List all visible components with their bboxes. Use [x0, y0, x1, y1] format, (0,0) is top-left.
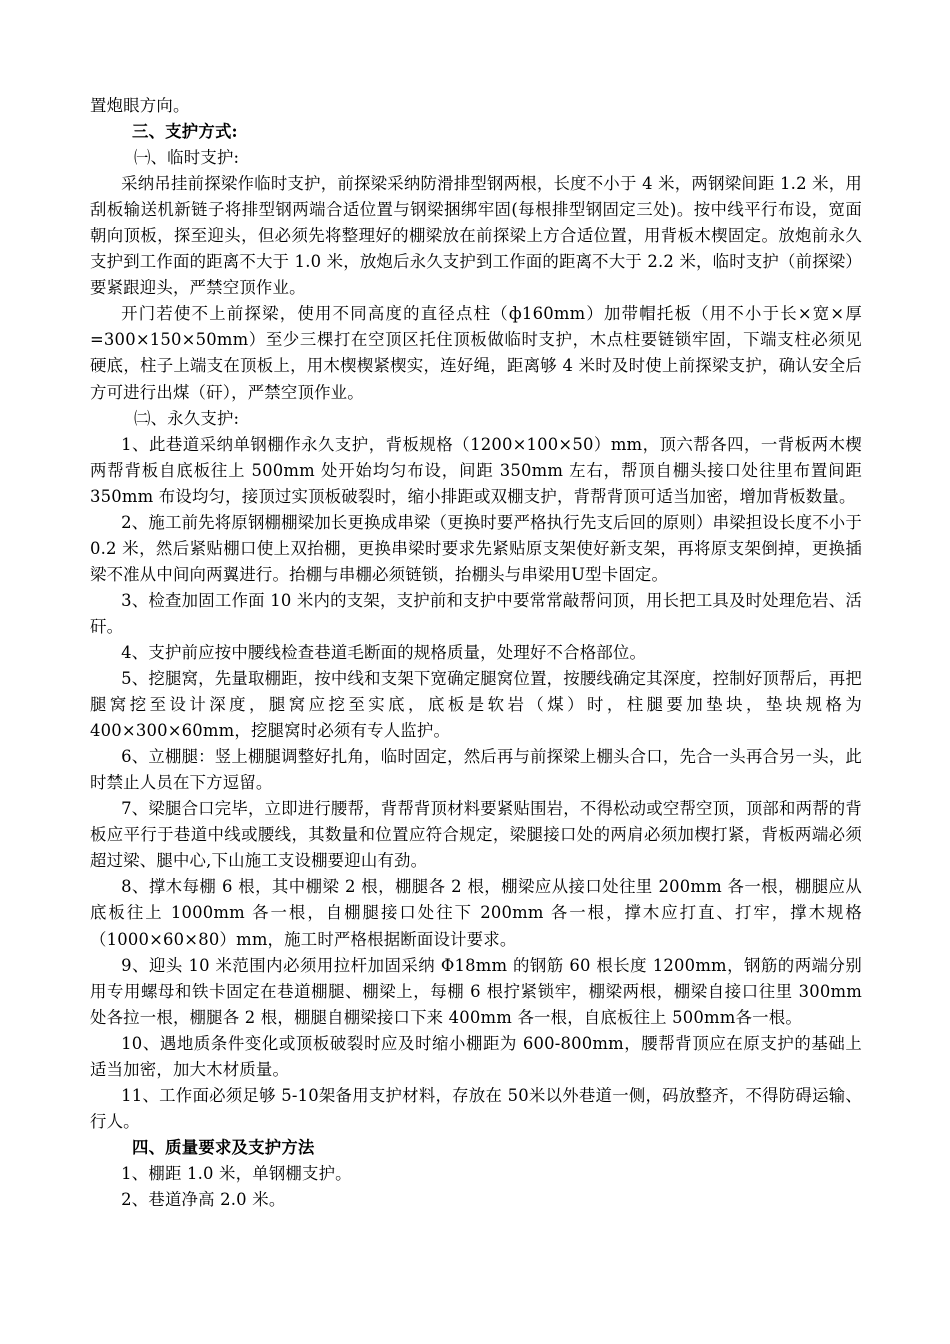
- section-heading-quality: 四、质量要求及支护方法: [132, 1137, 315, 1157]
- subheading-temporary-support: ㈠、临时支护:: [134, 148, 240, 168]
- section-heading-support-method: 三、支护方式:: [132, 122, 238, 142]
- subheading-permanent-support: ㈡、永久支护:: [134, 408, 240, 428]
- paragraph-item-7: 7、梁腿合口完毕，立即进行腰帮，背帮背顶材料要紧贴围岩，不得松动或空帮空顶，顶部和两帮的背板应平行于巷道中线或腰线，其数量和位置应符合规定，梁腿接口处的两肩必须加楔打紧，背板两端必须超过梁、腿中心,下山施工支设棚要迎山有劲。: [90, 799, 862, 871]
- paragraph-quality-1: 1、棚距 1.0 米，单钢棚支护。: [121, 1163, 352, 1183]
- paragraph-item-10: 10、遇地质条件变化或顶板破裂时应及时缩小棚距为 600-800mm，腰帮背顶应在原支护的基础上适当加密，加大木材质量。: [90, 1033, 862, 1079]
- paragraph-continuation: 置炮眼方向。: [90, 96, 190, 115]
- paragraph-item-11: 11、工作面必须足够 5-10架备用支护材料，存放在 50米以外巷道一侧，码放整齐，不得防碍运输、行人。: [90, 1085, 862, 1131]
- paragraph-item-6: 6、立棚腿：竖上棚腿调整好扎角，临时固定，然后再与前探梁上棚头合口，先合一头再合另一头，此时禁止人员在下方逗留。: [90, 747, 862, 793]
- paragraph-item-4: 4、支护前应按中腰线检查巷道毛断面的规格质量，处理好不合格部位。: [121, 642, 647, 662]
- paragraph-item-2: 2、施工前先将原钢棚棚梁加长更换成串梁（更换时要严格执行先支后回的原则）串梁担设长度不小于 0.2 米，然后紧贴棚口使上双抬棚，更换串梁时要求先紧贴原支架使好新支架，再将原支架倒掉，更换插梁不准从中间向两翼进行。抬棚与串棚必须链锁，抬棚头与串梁用U型卡固定。: [90, 512, 862, 584]
- paragraph-item-5: 5、挖腿窝，先量取棚距，按中线和支架下宽确定腿窝位置，按腰线确定其深度，控制好顶帮后，再把腿窝挖至设计深度，腿窝应挖至实底，底板是软岩（煤）时，柱腿要加垫块，垫块规格为 400×300×60mm，挖腿窝时必须有专人监护。: [90, 669, 862, 741]
- paragraph-quality-2: 2、巷道净高 2.0 米。: [121, 1189, 286, 1209]
- paragraph-item-1: 1、此巷道采纳单钢棚作永久支护，背板规格（1200×100×50）mm，顶六帮各四，一背板两木楔两帮背板自底板往上 500mm 处开始均匀布设，间距 350mm 左右，帮顶自棚头接口处往里布置间距 350mm 布设均匀，接顶过实顶板破裂时，缩小排距或双棚支护，背帮背顶可适当加密，增加背板数量。: [90, 434, 862, 506]
- paragraph-item-8: 8、撑木每棚 6 根，其中棚梁 2 根，棚腿各 2 根，棚梁应从接口处往里 200mm 各一根，棚腿应从底板往上 1000mm 各一根，自棚腿接口处往下 200mm 各一根，撑木应打直、打牢，撑木规格（1000×60×80）mm，施工时严格根据断面设计要求。: [90, 877, 862, 949]
- paragraph-item-3: 3、检查加固工作面 10 米内的支架，支护前和支护中要常常敲帮问顶，用长把工具及时处理危岩、活矸。: [90, 590, 862, 636]
- paragraph-item-9: 9、迎头 10 米范围内必须用拉杆加固采纳 Φ18mm 的钢筋 60 根长度 1200mm，钢筋的两端分别用专用螺母和铁卡固定在巷道棚腿、棚梁上，每棚 6 根拧紧锁牢，棚梁两根，棚梁自接口往里 300mm 处各拉一根，棚腿各 2 根，棚腿自棚梁接口下来 400mm 各一根，自底板往上 500mm各一根。: [90, 955, 862, 1027]
- paragraph-point-posts: 开门若使不上前探梁，使用不同高度的直径点柱（ф160mm）加带帽托板（用不小于长×宽×厚=300×150×50mm）至少三棵打在空顶区托住顶板做临时支护，木点柱要链锁牢固，下端支柱必须见硬底，柱子上端支在顶板上，用木楔楔紧楔实，连好绳，距离够 4 米时及时使上前探梁支护，确认安全后方可进行出煤（矸），严禁空顶作业。: [90, 304, 862, 402]
- paragraph-front-beam: 采纳吊挂前探梁作临时支护，前探梁采纳防滑排型钢两根，长度不小于 4 米，两钢梁间距 1.2 米，用刮板输送机新链子将排型钢两端合适位置与钢梁捆绑牢固(每根排型钢固定三处)。按中线平行布设，宽面朝向顶板，探至迎头，但必须先将整理好的棚梁放在前探梁上方合适位置，用背板木楔固定。放炮前永久支护到工作面的距离不大于 1.0 米，放炮后永久支护到工作面的距离不大于 2.2 米，临时支护（前探梁）要紧跟迎头，严禁空顶作业。: [90, 174, 862, 298]
